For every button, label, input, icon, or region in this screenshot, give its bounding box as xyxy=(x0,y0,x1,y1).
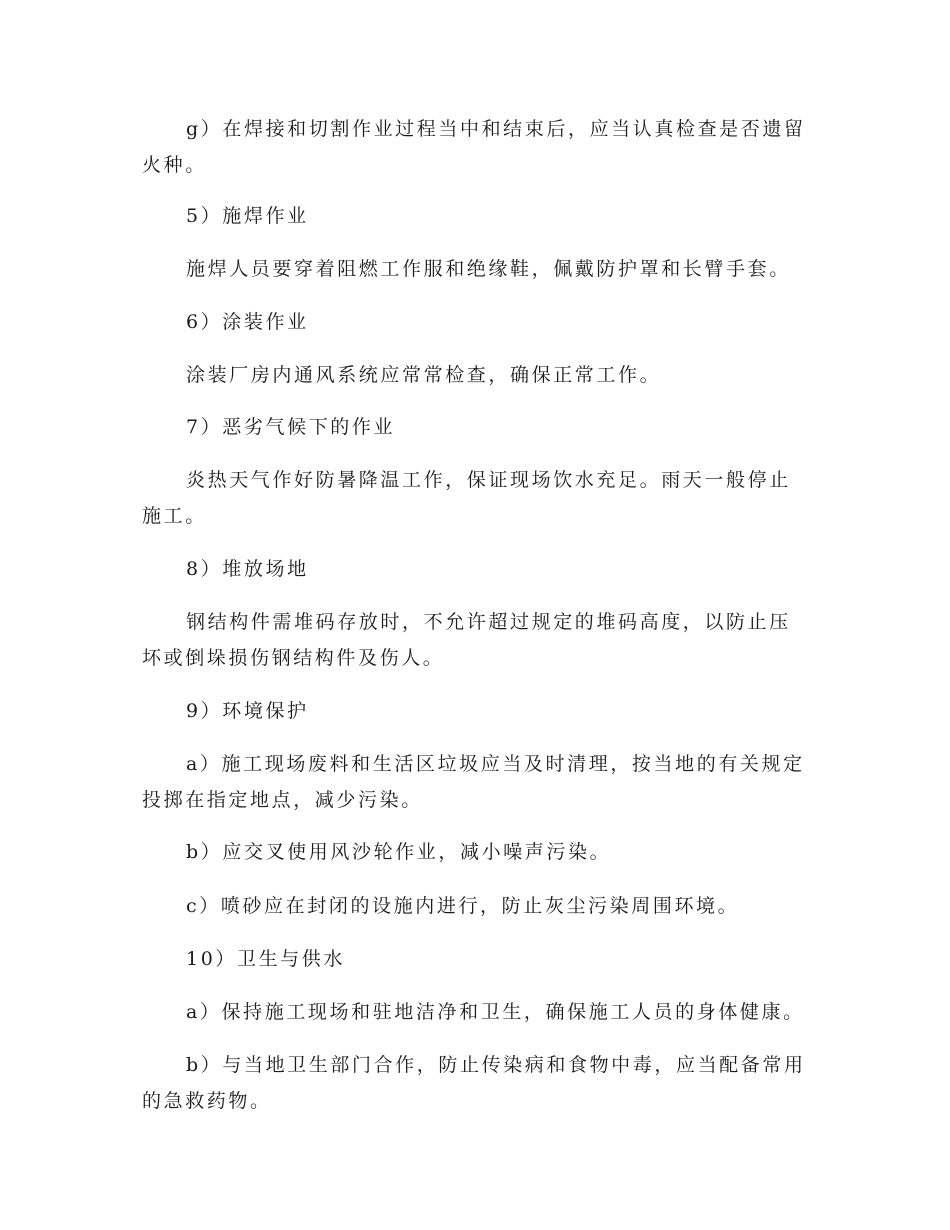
paragraph-welder-protection: 施焊人员要穿着阻燃工作服和绝缘鞋，佩戴防护罩和长臂手套。 xyxy=(186,258,791,280)
paragraph-health-cooperation: b）与当地卫生部门合作，防止传染病和食物中毒，应当配备常用的急救药物。 xyxy=(142,1054,806,1112)
paragraph-coating-ventilation: 涂装厂房内通风系统应常常检查，确保正常工作。 xyxy=(186,364,662,386)
paragraph-welding-fire-check: g）在焊接和切割作业过程当中和结束后，应当认真检查是否遗留火种。 xyxy=(142,118,806,176)
heading-bad-weather-operation: 7）恶劣气候下的作业 xyxy=(186,416,396,438)
heading-welding-operation: 5）施焊作业 xyxy=(186,205,309,227)
paragraph-site-hygiene: a）保持施工现场和驻地洁净和卫生，确保施工人员的身体健康。 xyxy=(186,1001,805,1023)
paragraph-weather-measures: 炎热天气作好防暑降温工作，保证现场饮水充足。雨天一般停止施工。 xyxy=(142,469,791,527)
paragraph-noise-reduction: b）应交叉使用风沙轮作业，减小噪声污染。 xyxy=(186,841,612,863)
heading-stacking-area: 8）堆放场地 xyxy=(186,558,309,580)
heading-coating-operation: 6）涂装作业 xyxy=(186,311,309,333)
paragraph-sandblasting: c）喷砂应在封闭的设施内进行，防止灰尘污染周围环境。 xyxy=(186,895,740,917)
heading-sanitation-water: 10）卫生与供水 xyxy=(186,948,345,970)
paragraph-waste-cleanup: a）施工现场废料和生活区垃圾应当及时清理，按当地的有关规定投掷在指定地点，减少污染。 xyxy=(142,753,805,811)
paragraph-stacking-rules: 钢结构件需堆码存放时，不允许超过规定的堆码高度，以防止压坏或倒垛损伤钢结构件及伤人。 xyxy=(142,611,791,669)
heading-environment-protection: 9）环境保护 xyxy=(186,700,309,722)
